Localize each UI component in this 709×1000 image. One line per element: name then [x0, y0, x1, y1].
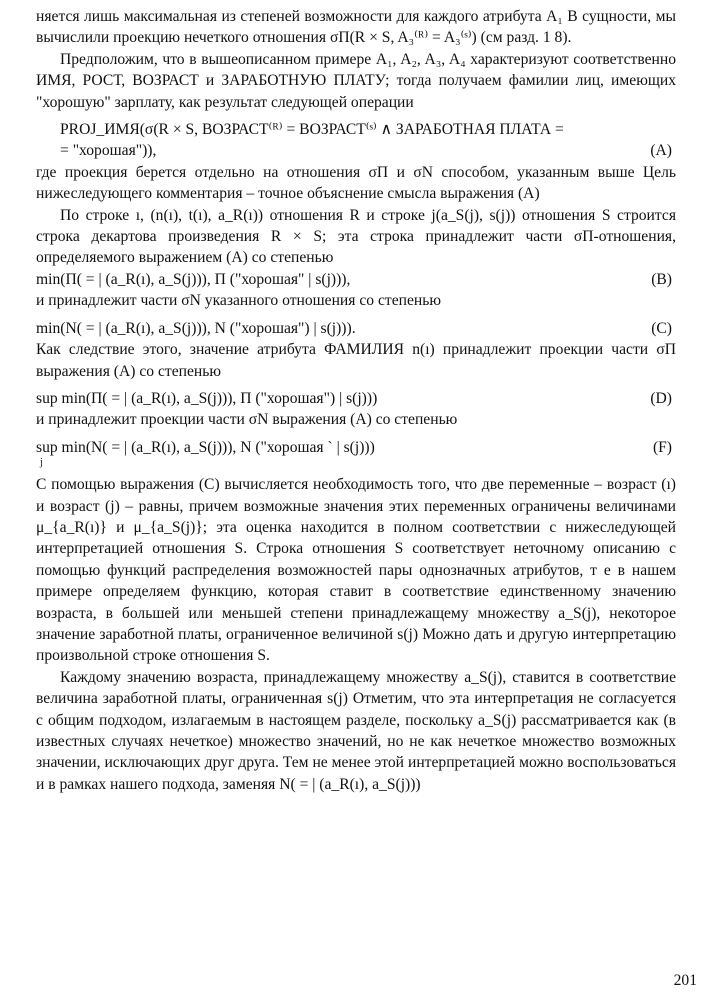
paragraph-6: Как следствие этого, значение атрибута ФАМИЛИЯ n(ı) принадлежит проекции части σΠ выражения (A) со степенью: [36, 341, 676, 380]
page-body: [36, 6, 676, 795]
formula-A-line-2: [36, 140, 676, 161]
formula-F-sub: j: [40, 457, 43, 469]
paragraph-2: Предположим, что в вышеописанном примере A₁, A₂, A₃, A₄ характеризуют соответственно ИМЯ, РОСТ, ВОЗРАСТ и ЗАРАБОТНУЮ ПЛАТУ; тогда получаем фамилии лиц, имеющих "хорошую" зарплату, как результат следующей операции: [36, 50, 676, 111]
formula-D-label: (D): [650, 389, 672, 407]
formula-D-text: sup min(Π( = | (a_R(ı), a_S(j))), Π ("хорошая") | s(j))): [36, 389, 378, 407]
formula-A-label: (A): [650, 142, 672, 160]
formula-C: [36, 318, 676, 339]
formula-F-text: sup min(N( = | (a_R(ı), a_S(j))), N ("хорошая ` | s(j))): [36, 438, 375, 456]
formula-B: [36, 269, 676, 290]
page-number: 201: [673, 972, 697, 989]
formula-A-text-1: PROJ_ИМЯ(σ(R × S, ВОЗРАСТ⁽ᴿ⁾ = ВОЗРАСТ⁽ˢ⁾ ∧ ЗАРАБОТНАЯ ПЛАТА =: [60, 121, 564, 139]
paragraph-1: няется лишь максимальная из степеней возможности для каждого атрибута A₁ В сущности, мы вычислили проекцию нечеткого отношения σΠ(R × S, A₃⁽ᴿ⁾ = A₃⁽ˢ⁾) (см разд. 1 8).: [36, 8, 676, 47]
formula-B-text: min(Π( = | (a_R(ı), a_S(j))), Π ("хорошая" | s(j))),: [36, 270, 351, 288]
paragraph-8: С помощью выражения (C) вычисляется необходимость того, что две переменные – возраст (ı) и возраст (j) – равны, причем возможные значения этих переменных ограничены величинами μ_{a_R(ı)} и μ_{a_S(j)}; эта оценка находится в полном соответствии с нижеследующей интерпретацией отношения S. Строка отношения S соответствует неточному описанию с помощью функций распределения возможностей пары однозначных атрибутов, т е в нашем примере определяем функцию, которая ставит в соответствие единственному значению возраста, в большей или меньшей степени принадлежащему множеству a_S(j), некоторое значение заработной платы, ограниченное величиной s(j) Можно дать и другую интерпретацию произвольной строке отношения S.: [36, 476, 676, 665]
formula-F: [36, 437, 676, 458]
formula-F-label: (F): [652, 438, 672, 456]
formula-B-label: (B): [651, 270, 672, 288]
paragraph-3: где проекция берется отдельно на отношения σΠ и σN способом, указанным выше Цель нижеследующего комментария – точное объяснение смысла выражения (A): [36, 163, 676, 203]
formula-C-text: min(N( = | (a_R(ı), a_S(j))), N ("хорошая") | s(j))).: [36, 319, 356, 337]
paragraph-7: и принадлежит проекции части σN выражения (A) со степенью: [36, 411, 458, 429]
paragraph-5: и принадлежит части σN указанного отношения со степенью: [36, 292, 441, 310]
formula-A-text-2: = "хорошая")),: [60, 142, 157, 160]
formula-C-label: (C): [651, 319, 672, 337]
formula-A-line-1: [36, 119, 676, 140]
paragraph-4: По строке ı, (n(ı), t(ı), a_R(ı)) отношения R и строке j(a_S(j), s(j)) отношения S строится строка декартова произведения R × S; эта строка принадлежит части σΠ-отношения, определяемого выражением (A) со степенью: [36, 206, 676, 267]
formula-D: [36, 388, 676, 409]
paragraph-9: Каждому значению возраста, принадлежащему множеству a_S(j), ставится в соответствие величина заработной платы, ограниченная s(j) Отметим, что эта интерпретация не согласуется с общим подходом, излагаемым в настоящем разделе, поскольку a_S(j) рассматривается как (в известных случаях нечеткое) множество значений, но не как нечеткое множество возможных значении, исключающих друг друга. Тем не менее этой интерпретацией можно воспользоваться и в рамках нашего подхода, заменяя N( = | (a_R(ı), a_S(j))): [36, 668, 676, 793]
